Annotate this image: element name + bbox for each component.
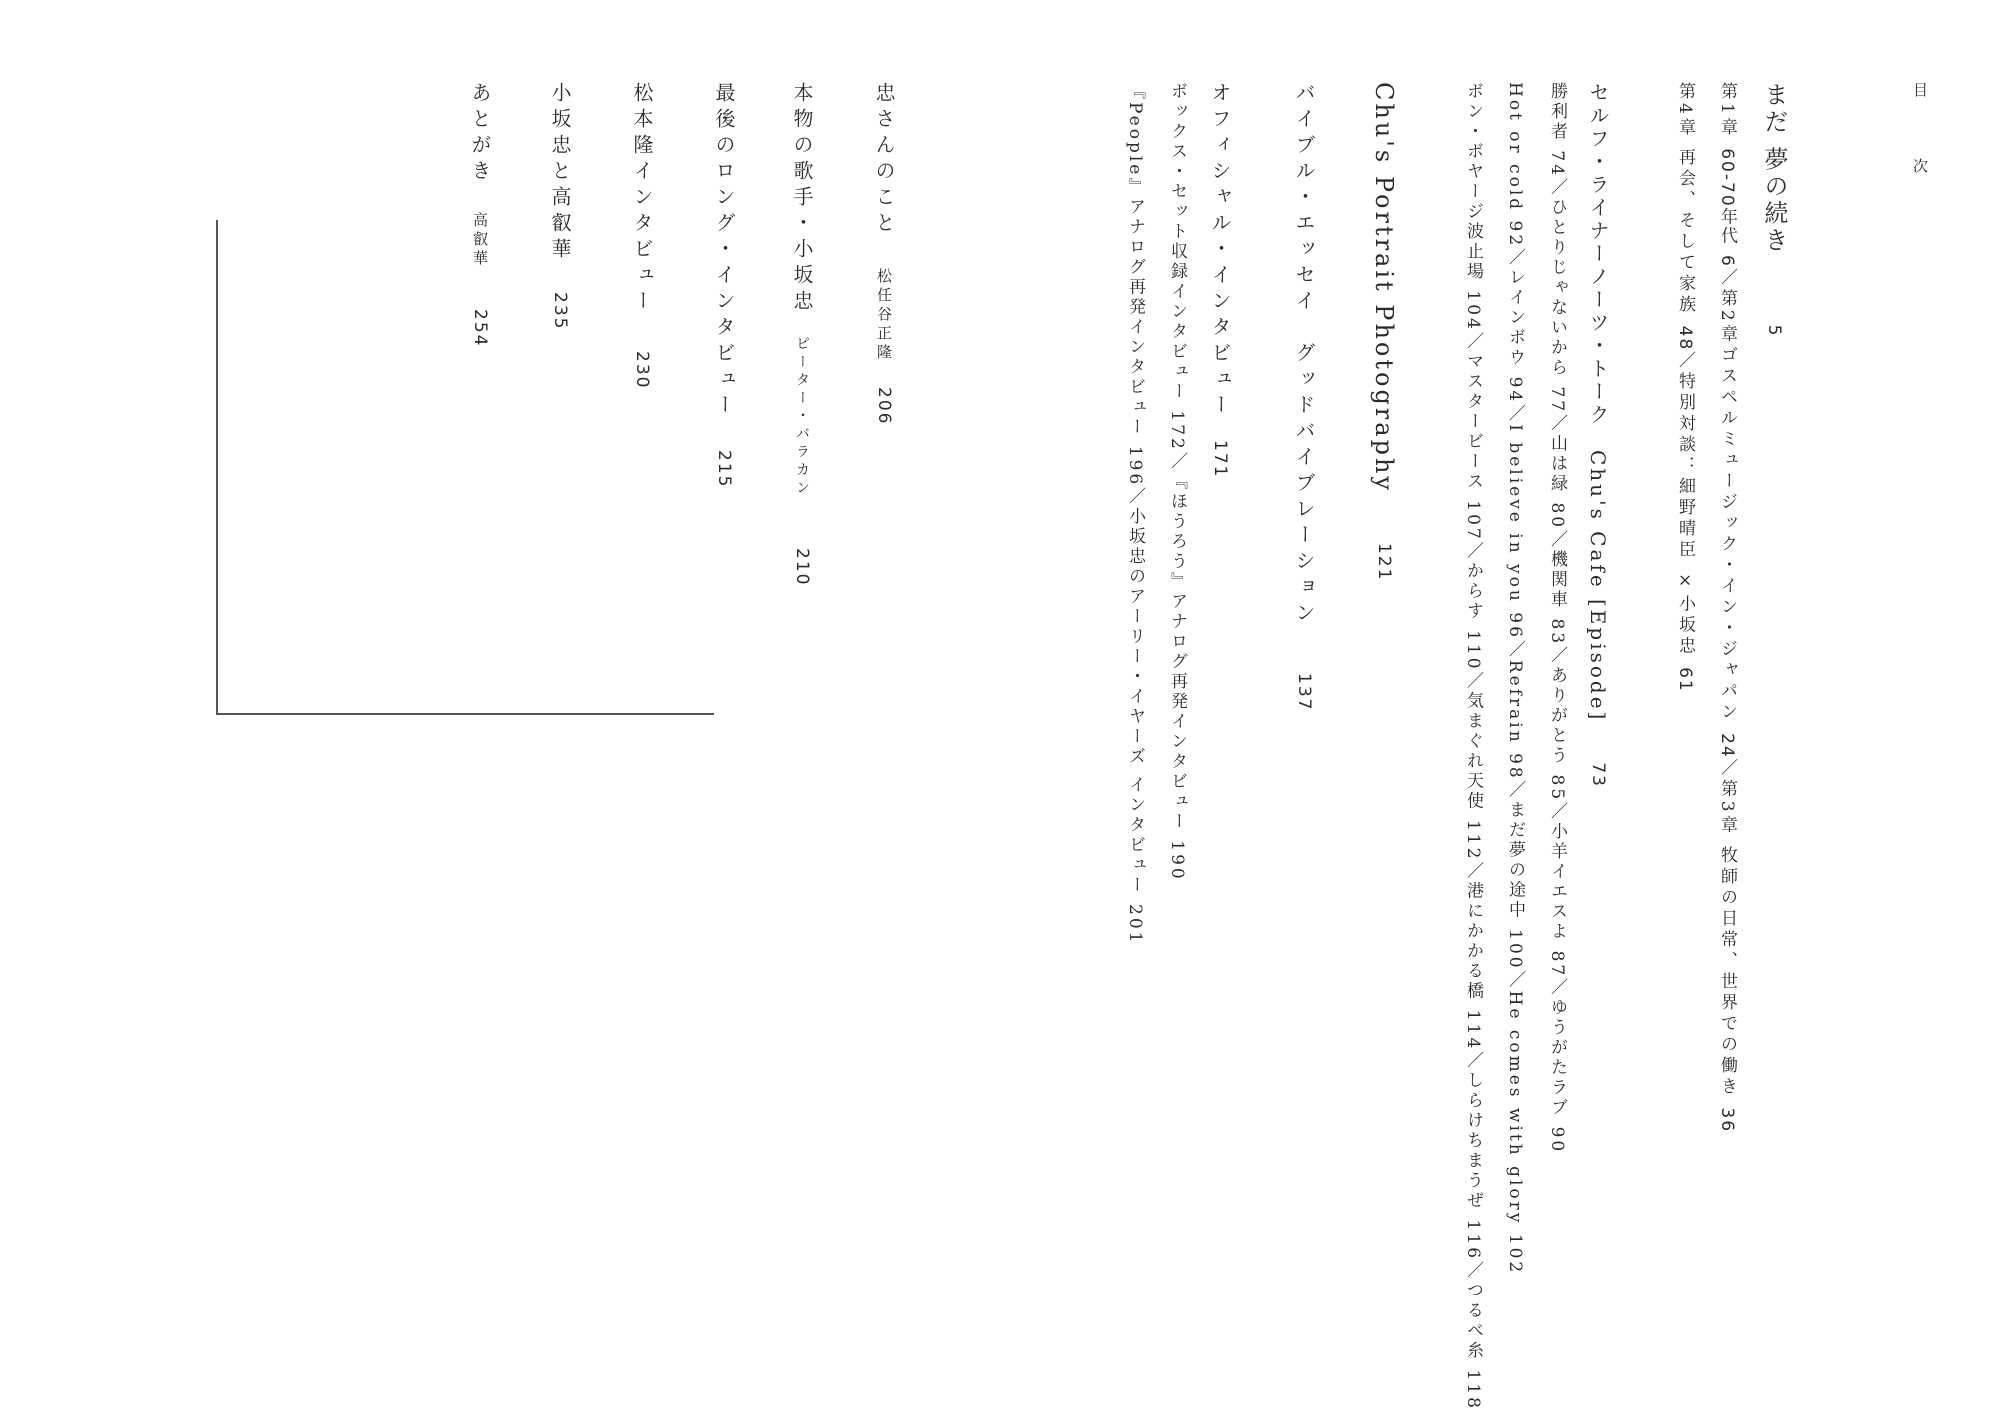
toc-entry-mada — [1762, 82, 1786, 337]
entry-title: セルフ・ライナーノーツ・トーク Chu's Cafe [Episode] — [1586, 82, 1610, 723]
entry-title: バイブル・エッセイ グッドバイブレーション — [1292, 82, 1316, 628]
entry-title: まだ 夢の続き — [1760, 82, 1788, 255]
song-list-1: 勝利者 74／ひとりじゃないから 77／山は緑 80／機関車 83／ありがとう 85／小羊イエスよ 87／ゆうがたラブ 90 — [1547, 82, 1567, 1155]
page-number: 36 — [1717, 1107, 1737, 1134]
toc-entry-atogaki — [470, 82, 490, 347]
toc-entry-self-liner — [1588, 82, 1608, 788]
toc-sub-box-set: ボックス・セット収録インタビュー 172／『ほうろう』アナログ再発インタビュー 190 — [1167, 82, 1187, 882]
page-number: 5 — [1764, 324, 1784, 338]
toc-entry-kosaka — [550, 82, 570, 330]
entry-author: 松任谷正隆 — [875, 268, 893, 363]
page-number: 215 — [714, 450, 734, 489]
page-number: 171 — [1210, 440, 1230, 479]
page-number: 6 — [1717, 255, 1737, 268]
entry-title: 松本隆インタビュー — [630, 82, 654, 316]
toc-entry-bible — [1294, 82, 1314, 711]
entry-title: あとがき — [468, 82, 492, 186]
toc-entry-chapters-1-3: 第1章 60-70年代 6／第2章ゴスペルミュージック・イン・ジャパン 24／第3章 牧師の日常、世界での働き 36 — [1717, 82, 1737, 1134]
toc-entry-chusan — [874, 82, 894, 425]
entry-title: Chu's Portrait Photography — [1370, 82, 1398, 493]
entry-author: 高叡華 — [471, 212, 489, 269]
page-number: 121 — [1374, 542, 1394, 582]
decorative-rule-vertical — [216, 220, 218, 715]
page-number: 230 — [632, 351, 652, 390]
toc-title: 目 次 — [1911, 82, 1929, 201]
toc-entry-saigo — [714, 82, 734, 488]
entry-title: 小坂忠と高叡華 — [548, 82, 572, 264]
chapter-1-title: 60-70年代 — [1717, 148, 1737, 246]
page-number: 235 — [550, 292, 570, 331]
decorative-rule-horizontal — [216, 713, 714, 715]
entry-title: オフィシャル・インタビュー — [1208, 82, 1232, 420]
page-number: 73 — [1588, 762, 1608, 788]
page-number: 210 — [792, 548, 812, 587]
page-number: 24 — [1717, 733, 1737, 759]
toc-entry-official — [1210, 82, 1230, 478]
entry-title: 最後のロング・インタビュー — [712, 82, 736, 420]
page-number: 61 — [1675, 667, 1695, 693]
page-number: 137 — [1294, 673, 1314, 712]
toc-entry-chapter-4: 第4章 再会、そして家族 48／特別対談：細野晴臣 ×小坂忠 61 — [1675, 82, 1695, 693]
toc-entry-portrait — [1372, 82, 1396, 581]
toc-entry-honmono — [792, 82, 812, 586]
entry-title: 忠さんのこと — [872, 82, 896, 238]
toc-sub-people: 『People』アナログ再発インタビュー 196／小坂忠のアーリー・イヤーズ インタビュー 201 — [1125, 82, 1145, 946]
page-number: 254 — [470, 309, 490, 348]
entry-author: ピーター・バラカン — [794, 336, 810, 498]
entry-title: 本物の歌手・小坂忠 — [790, 82, 814, 316]
toc-entry-matsumoto — [632, 82, 652, 389]
chapter-3-title: 第3章 牧師の日常、世界での働き — [1717, 779, 1737, 1098]
chapter-2-title: 第2章ゴスペルミュージック・イン・ジャパン — [1717, 288, 1737, 724]
special-dialogue-title: 特別対談：細野晴臣 ×小坂忠 — [1675, 372, 1695, 658]
chapter-1-label: 第1章 — [1717, 82, 1737, 139]
page-number: 48 — [1675, 325, 1695, 352]
chapter-4-title: 第4章 再会、そして家族 — [1675, 82, 1695, 317]
song-list-2: Hot or cold 92／レインボウ 94／I believe in you 96／Refrain 98／まだ夢の途中 100／He comes with glory 102 — [1505, 82, 1525, 1276]
song-list-3: ボン・ボヤージ波止場 104／マスタービース 107／からす 110／気まぐれ天使 112／港にかかる橋 114／しらけちまうぜ 116／つるべ糸 118 — [1463, 82, 1483, 1411]
page-number: 206 — [874, 387, 894, 426]
